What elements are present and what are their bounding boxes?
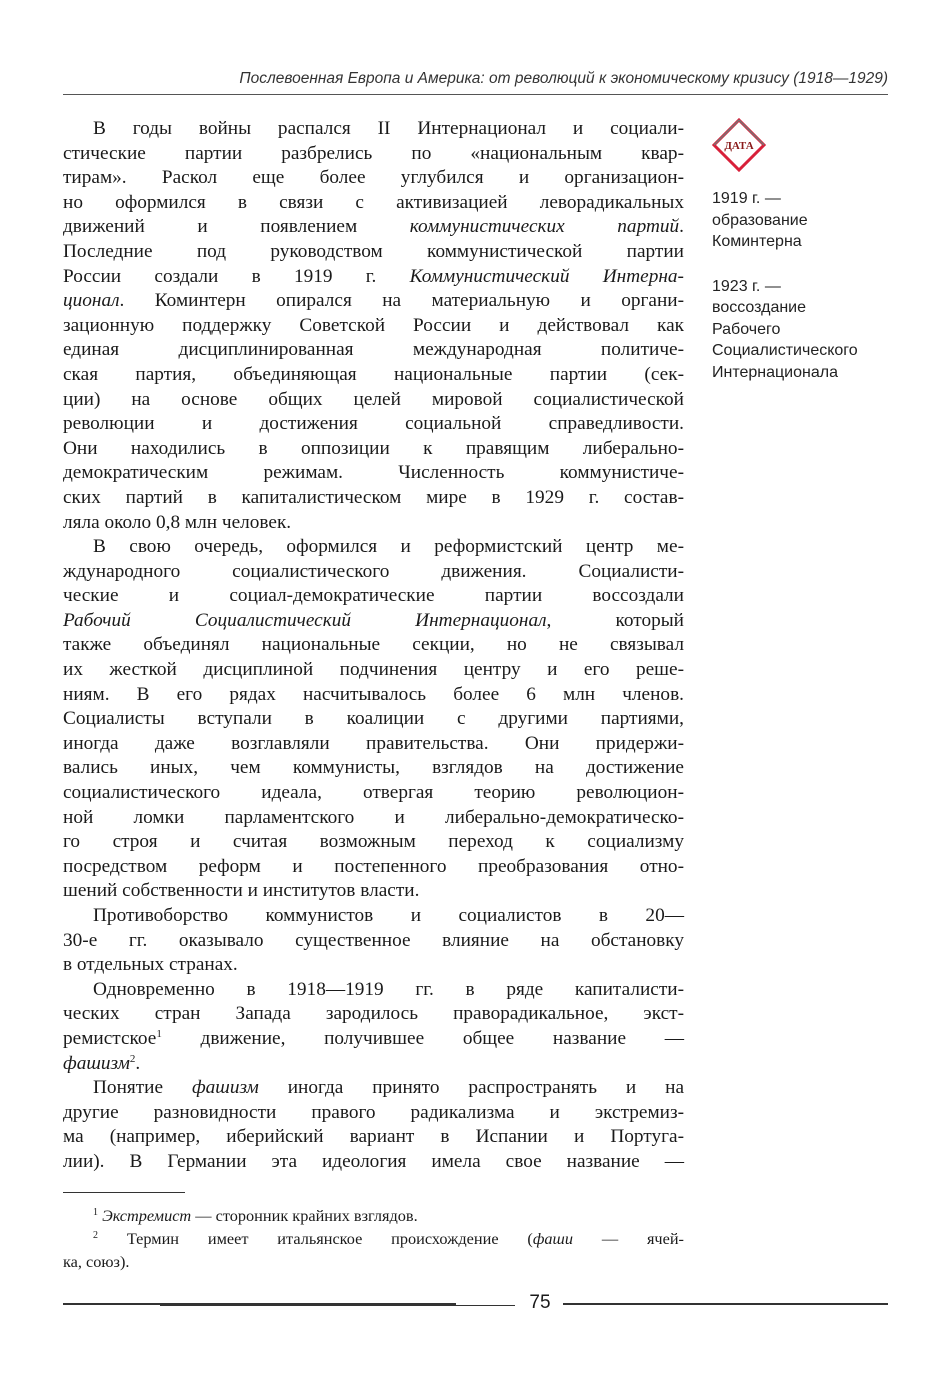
text-line: [63, 1250, 684, 1273]
text-line: [63, 855, 684, 880]
text-line: [63, 609, 684, 634]
italic-term: Коммунистический Интерна-: [409, 265, 684, 287]
text-line: [63, 215, 684, 240]
badge-label: ДАТА: [724, 140, 754, 152]
text-segment: демократическим режимам. Численность коммунистиче-: [63, 462, 684, 484]
running-title: Послевоенная Европа и Америка: от революций к экономическому кризису (1918—1929): [239, 70, 888, 87]
text-segment: вались иных, чем коммунисты, взглядов на достижение: [63, 757, 684, 779]
text-line: [63, 388, 684, 413]
text-line: [63, 240, 684, 265]
text-line: [63, 437, 684, 462]
date-note: [712, 188, 912, 253]
text-segment: в отдельных странах.: [63, 954, 238, 976]
text-segment: другие разновидности правого радикализма и экстремиз-: [63, 1101, 684, 1123]
text-segment: посредством реформ и постепенного преобразования отно-: [63, 855, 684, 877]
footnote-marker: 1: [156, 1027, 162, 1040]
text-segment: зационную поддержку Советской России и действовал как: [63, 314, 684, 336]
text-line: [63, 1227, 684, 1250]
text-segment: но оформился в связи с активизацией леворадикальных: [63, 191, 684, 213]
paragraph: [63, 1076, 684, 1174]
text-segment: стические партии разбрелись по «национальным квар-: [63, 142, 684, 164]
footnote-marker: 1: [93, 1207, 98, 1218]
date-note: [712, 276, 912, 384]
text-segment: — сторонник крайних взглядов.: [191, 1206, 418, 1225]
text-segment: ческие и социал-демократические партии воссоздали: [63, 585, 684, 607]
italic-term: фаши: [532, 1229, 573, 1248]
text-line: [63, 1204, 684, 1227]
text-segment: Одновременно в 1918—1919 гг. в ряде капиталисти-: [93, 978, 684, 1000]
text-segment: ждународного социалистического движения. Социалисти-: [63, 560, 684, 582]
text-line: [63, 953, 684, 978]
text-line: [63, 314, 684, 339]
text-line: [63, 756, 684, 781]
page-footer: [63, 1290, 888, 1316]
text-line: [63, 904, 684, 929]
text-segment: Последние под руководством коммунистической партии: [63, 240, 684, 262]
italic-term: фашизм: [191, 1077, 259, 1099]
text-line: [63, 363, 684, 388]
text-segment: ческих стран Запада зародилось праворадикальное, экст-: [63, 1003, 684, 1025]
italic-term: Экстремист: [102, 1206, 192, 1225]
text-line: [63, 1002, 684, 1027]
text-segment: иногда даже возглавляли правительства. Они придержи-: [63, 732, 684, 754]
text-line: [63, 978, 684, 1003]
date-note-line: Социалистического: [712, 342, 858, 359]
italic-term: фашизм: [63, 1052, 130, 1074]
text-segment: лии). В Германии эта идеология имела свое название —: [63, 1150, 684, 1172]
text-line: [63, 1052, 684, 1077]
text-line: [63, 535, 684, 560]
text-segment: ских партий в капиталистическом мире в 1929 г. состав-: [63, 486, 684, 508]
text-line: [63, 265, 684, 290]
text-line: [63, 1150, 684, 1175]
text-segment: Они находились в оппозиции к правящим либерально-: [63, 437, 684, 459]
footnote: [63, 1204, 684, 1227]
text-segment: Социалисты вступали в коалиции с другими партиями,: [63, 708, 684, 730]
text-line: [63, 289, 684, 314]
text-segment: го строя и считая возможным переход к социализму: [63, 831, 684, 853]
text-segment: иногда принято распространять и на: [258, 1077, 685, 1099]
text-segment: России создали в 1919 г.: [63, 265, 410, 287]
text-segment: революции и достижения социальной справедливости.: [63, 413, 684, 435]
date-note-line: 1919 г. —: [712, 190, 781, 207]
text-segment: ская партия, объединяющая национальные партии (сек-: [63, 363, 684, 385]
date-note-line: Коминтерна: [712, 233, 802, 250]
date-note-line: Рабочего: [712, 320, 781, 338]
text-segment: 30-е гг. оказывало существенное влияние на обстановку: [63, 929, 684, 951]
footnote: [63, 1227, 684, 1273]
text-segment: шений собственности и институтов власти.: [63, 880, 420, 902]
footer-rule-right: [563, 1303, 888, 1305]
text-segment: .: [135, 1052, 141, 1074]
text-line: [63, 633, 684, 658]
text-segment: их жесткой дисциплиной подчинения центру и его реше-: [63, 659, 684, 681]
page-number: 75: [529, 1292, 551, 1313]
italic-term: Рабочий Социалистический Интернационал: [63, 609, 547, 631]
footer-rule-left-inner: [160, 1305, 515, 1306]
text-segment: .: [679, 216, 684, 238]
text-line: [63, 584, 684, 609]
text-segment: , который: [546, 609, 684, 631]
text-line: [63, 191, 684, 216]
text-line: [63, 658, 684, 683]
text-segment: социалистического идеала, отвергая теорию революцион-: [63, 782, 684, 804]
text-line: [63, 511, 684, 536]
date-note-line: Интернационала: [712, 363, 838, 381]
text-segment: В свою очередь, оформился и реформистский центр ме-: [93, 536, 684, 558]
text-line: [63, 781, 684, 806]
paragraph: [63, 117, 684, 535]
date-sidebar: [712, 118, 912, 406]
text-segment: движение, получившее общее название —: [161, 1027, 684, 1049]
text-line: [63, 412, 684, 437]
text-segment: ной ломки парламентского и либерально-демократическо-: [63, 806, 684, 828]
italic-term: ционал: [63, 290, 120, 312]
text-segment: Понятие: [93, 1077, 192, 1099]
text-segment: ремистское: [63, 1027, 157, 1049]
footnote-divider: [63, 1192, 185, 1193]
text-line: [63, 1027, 684, 1052]
paragraph: [63, 978, 684, 1076]
text-segment: тирам». Раскол еще более углубился и организацион-: [63, 167, 684, 189]
main-text: [63, 117, 684, 1175]
text-segment: Термин имеет итальянское происхождение (: [98, 1229, 533, 1248]
text-segment: ляла около 0,8 млн человек.: [63, 511, 292, 533]
running-header: [63, 66, 888, 95]
date-note-line: образование: [712, 211, 808, 229]
text-segment: также объединял национальные секции, но не связывал: [63, 634, 684, 656]
text-line: [63, 117, 684, 142]
footnote-marker: 2: [129, 1052, 136, 1065]
text-segment: . Коминтерн опирался на материальную и органи-: [119, 290, 684, 312]
text-line: [63, 1076, 684, 1101]
date-note-line: воссоздание: [712, 299, 807, 316]
text-line: [63, 683, 684, 708]
footnotes: [63, 1204, 684, 1273]
text-line: [63, 732, 684, 757]
text-segment: ка, союз).: [63, 1252, 130, 1271]
text-line: [63, 486, 684, 511]
text-line: [63, 338, 684, 363]
date-note-line: 1923 г. —: [712, 277, 781, 295]
text-segment: единая дисциплинированная международная политиче-: [63, 339, 684, 361]
text-segment: — ячей-: [572, 1229, 684, 1248]
text-segment: В годы войны распался II Интернационал и социали-: [93, 118, 684, 139]
text-line: [63, 830, 684, 855]
text-line: [63, 142, 684, 167]
text-line: [63, 461, 684, 486]
text-line: [63, 166, 684, 191]
footnote-marker: 2: [93, 1230, 98, 1241]
paragraph: [63, 535, 684, 904]
text-segment: Противоборство коммунистов и социалистов в 20—: [93, 905, 684, 926]
paragraph: [63, 904, 684, 978]
text-line: [63, 560, 684, 585]
italic-term: коммунистических партий: [409, 216, 680, 238]
text-segment: ниям. В его рядах насчитывалось более 6 млн членов.: [63, 683, 684, 705]
text-line: [63, 1125, 684, 1150]
text-segment: движений и появлением: [63, 216, 410, 238]
text-line: [63, 1101, 684, 1126]
text-segment: ма (например, иберийский вариант в Испании и Португа-: [63, 1126, 684, 1148]
text-line: [63, 929, 684, 954]
text-segment: ции) на основе общих целей мировой социалистической: [63, 388, 684, 410]
text-line: [63, 879, 684, 904]
text-line: [63, 806, 684, 831]
date-badge-icon: [712, 118, 766, 172]
text-line: [63, 707, 684, 732]
